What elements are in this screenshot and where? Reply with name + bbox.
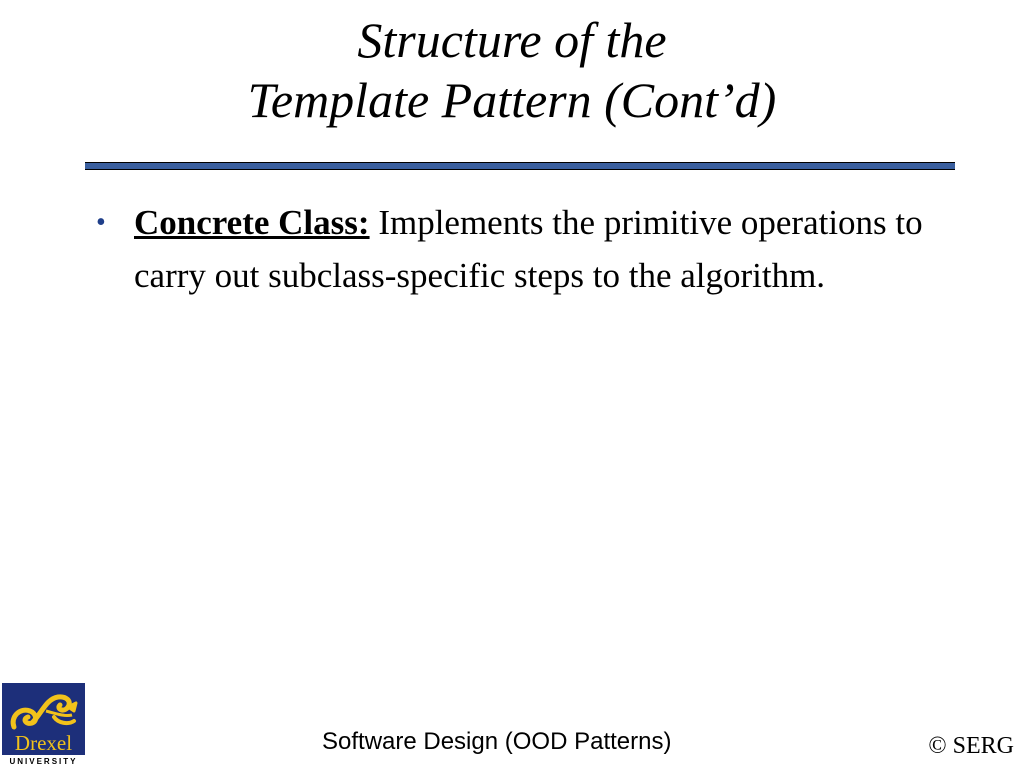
slide-body <box>96 196 956 302</box>
footer-copyright: © SERG <box>928 733 1014 759</box>
logo-wordmark: Drexel <box>14 731 73 755</box>
slide-title-line-1: Structure of the <box>357 12 667 68</box>
title-divider <box>85 162 955 170</box>
drexel-logo <box>2 683 85 766</box>
bullet-item <box>96 196 956 302</box>
bullet-text: Implements the primitive operations to carry out subclass-specific steps to the algorithm. <box>134 203 923 295</box>
dragon-icon <box>2 683 85 766</box>
slide-title <box>0 10 1024 130</box>
slide-title-line-2: Template Pattern (Cont’d) <box>247 72 777 128</box>
logo-subtitle: UNIVERSITY <box>9 757 78 766</box>
bullet-term: Concrete Class: <box>134 203 370 242</box>
bullet-dot-icon: • <box>96 207 106 238</box>
footer-course-title: Software Design (OOD Patterns) <box>322 728 672 755</box>
